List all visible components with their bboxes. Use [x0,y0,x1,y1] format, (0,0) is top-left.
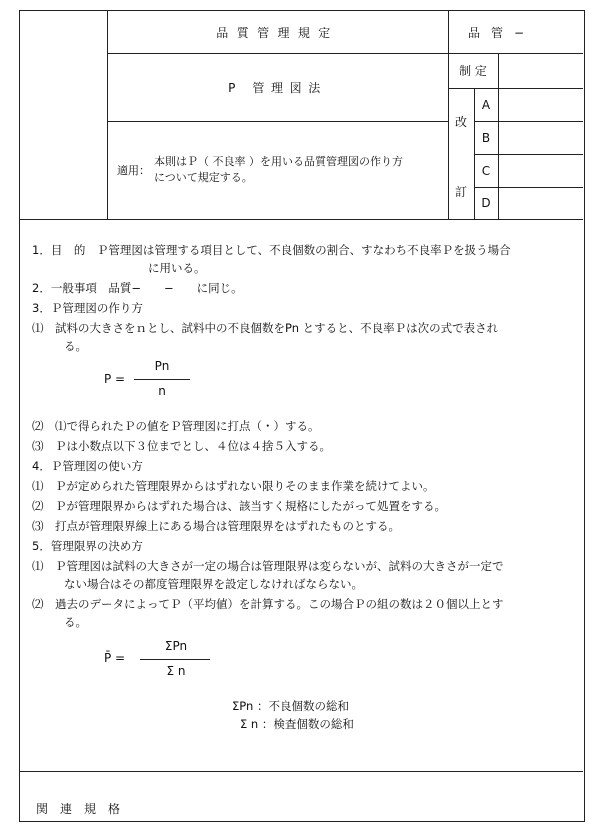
section-5-1-line-2: ない場合はその都度管理限界を設定しなければならない。 [64,577,363,591]
formula-2-bar [140,659,210,660]
section-3-1-line-2: る。 [64,339,87,353]
formula-1-denominator: n [158,384,166,398]
scope-line-1: 本則はＰ（ 不良率 ）を用いる品質管理図の作り方 [154,155,403,168]
section-5-2-line-1: ⑵ 過去のデータによってＰ（平均値）を計算する。この場合Ｐの組の数は２０個以上とす [32,597,504,611]
definition-sum-inspected: Σ n ：検査個数の総和 [240,717,354,731]
formula-2-denominator: Σ n [166,664,186,678]
definition-sum-defects: ΣPn ：不良個数の総和 [232,699,349,713]
established-label: 制 定 [459,64,487,78]
formula-1-numerator: Pn [154,359,170,373]
revision-c: C [481,163,491,178]
document-title: P 管理図法 [228,80,327,95]
section-4-title: 4．Ｐ管理図の使い方 [32,459,143,473]
scope-block [107,121,448,219]
section-3-2: ⑵ ⑴で得られたＰの値をＰ管理図に打点（・）する。 [32,419,320,433]
revision-d: D [481,196,491,210]
section-4-1: ⑴ Ｐが定められた管理限界からはずれない限りそのまま作業を続けてよい。 [32,479,435,493]
section-1-line-1: 1．目 的 Ｐ管理図は管理する項目として、不良個数の割合、すなわち不良率Ｐを扱う場合 [32,243,511,257]
section-4-3: ⑶ 打点が管理限界線上にある場合は管理限界をはずれたものとする。 [32,519,400,533]
revision-label-top: 改 [454,114,467,129]
document-type: 品質管理規定 [216,25,339,40]
document-page [19,10,585,822]
header-block [20,11,583,220]
section-3-3: ⑶ Ｐは小数点以下３位までとし、４位は４捨５入する。 [32,439,331,453]
document-body [20,219,583,771]
formula-2-lhs: P̄ = [104,651,126,665]
formula-1-lhs: P = [104,372,126,386]
section-1-line-2: に用いる。 [148,261,206,275]
section-4-2: ⑵ Ｐが管理限界からはずれた場合は、該当すく規格にしたがって処置をする。 [32,499,446,513]
scope-label: 適用： [117,164,150,177]
formula-2-numerator: ΣPn [164,639,188,653]
revision-label-bottom: 訂 [454,184,467,199]
related-standards-row [20,771,583,822]
section-5-1-line-1: ⑴ Ｐ管理図は試料の大きさが一定の場合は管理限界は変らないが、試料の大きさが一定で [32,559,504,573]
section-3-title: 3．Ｐ管理図の作り方 [32,301,143,315]
revision-a: A [481,97,491,112]
formula-1-bar [134,379,190,380]
section-5-title: 5．管理限界の決め方 [32,539,143,553]
related-standards-label: 関 連 規 格 [36,802,121,816]
revision-b: B [481,130,491,145]
scope-line-2: について規定する。 [154,171,253,184]
section-2: 2．一般事項 品質− − に同じ。 [32,281,243,295]
scope-text [154,154,403,186]
section-5-2-line-2: る。 [64,615,87,629]
section-3-1-line-1: ⑴ 試料の大きさをｎとし、試料中の不良個数をPn とすると、不良率Ｐは次の式で表され [32,321,499,335]
category-code: 品 管 − [468,25,528,40]
